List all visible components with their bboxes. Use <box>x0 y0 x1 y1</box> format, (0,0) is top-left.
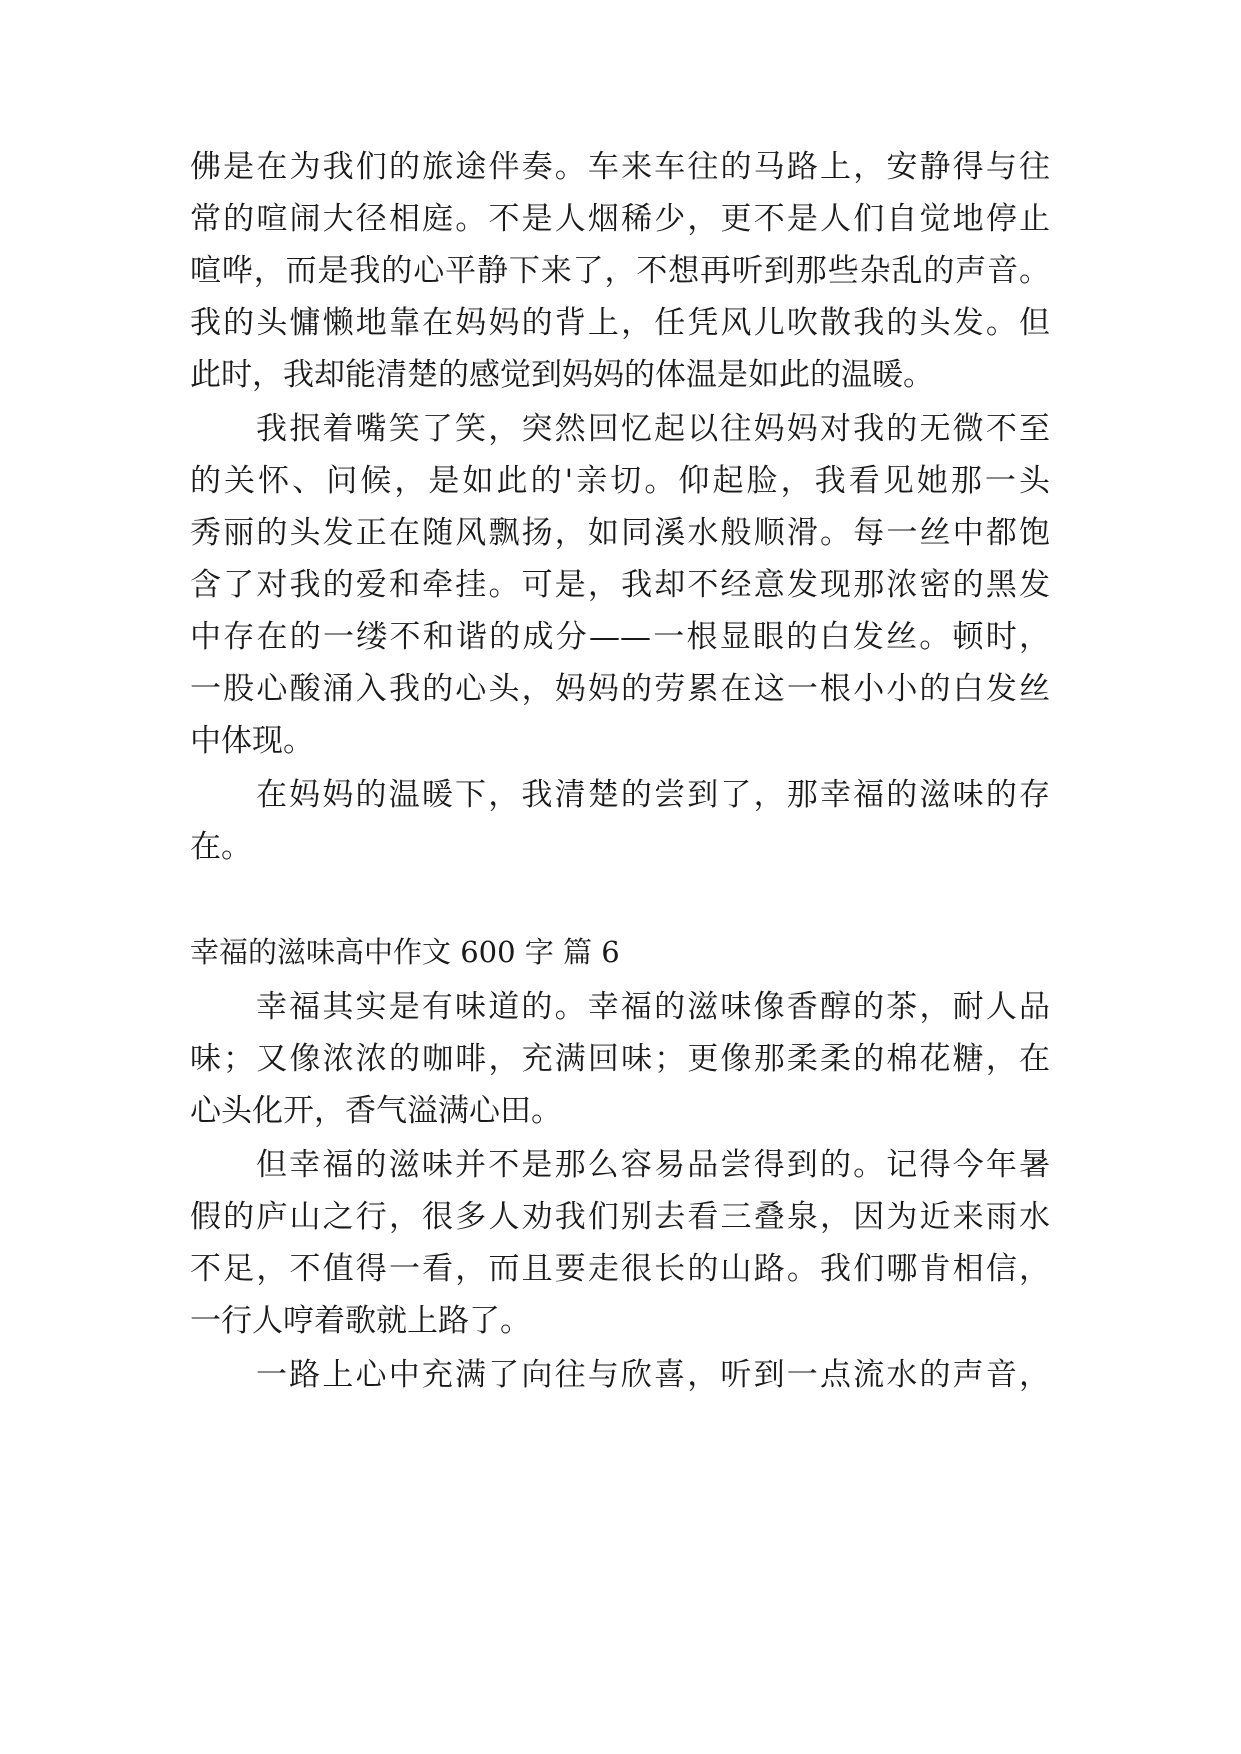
paragraph-line: 此时，我却能清楚的感觉到妈妈的体温是如此的温暖。 <box>190 357 934 393</box>
paragraph-line: 中存在的一缕不和谐的成分——一根显眼的白发丝。顿时， <box>190 619 1050 655</box>
section-heading: 幸福的滋味高中作文 600 字 篇 6 <box>190 935 620 969</box>
paragraph-line: 含了对我的爱和牵挂。可是，我却不经意发现那浓密的黑发 <box>190 567 1050 603</box>
paragraph-line: 佛是在为我们的旅途伴奏。车来车往的马路上，安静得与往 <box>190 149 1050 185</box>
paragraph-line: 幸福其实是有味道的。幸福的滋味像香醇的茶，耐人品 <box>256 989 1050 1025</box>
paragraph-line: 一行人哼着歌就上路了。 <box>190 1303 531 1339</box>
paragraph-line: 我的头慵懒地靠在妈妈的背上，任凭风儿吹散我的头发。但 <box>190 305 1050 341</box>
paragraph-line: 心头化开，香气溢满心田。 <box>190 1093 562 1129</box>
paragraph-line: 喧哗，而是我的心平静下来了，不想再听到那些杂乱的声音。 <box>190 253 1050 289</box>
paragraph-line: 在妈妈的温暖下，我清楚的尝到了，那幸福的滋味的存 <box>256 777 1050 813</box>
paragraph-line: 中体现。 <box>190 723 314 759</box>
paragraph-line: 一股心酸涌入我的心头，妈妈的劳累在这一根小小的白发丝 <box>190 671 1050 707</box>
paragraph-line: 假的庐山之行，很多人劝我们别去看三叠泉，因为近来雨水 <box>190 1199 1050 1235</box>
paragraph-line: 不足，不值得一看，而且要走很长的山路。我们哪肯相信， <box>190 1251 1050 1287</box>
paragraph-line: 但幸福的滋味并不是那么容易品尝得到的。记得今年暑 <box>256 1147 1050 1183</box>
paragraph-line: 常的喧闹大径相庭。不是人烟稀少，更不是人们自觉地停止 <box>190 201 1050 237</box>
paragraph-line: 味；又像浓浓的咖啡，充满回味；更像那柔柔的棉花糖，在 <box>190 1041 1050 1077</box>
paragraph-line: 我抿着嘴笑了笑，突然回忆起以往妈妈对我的无微不至 <box>256 411 1050 447</box>
paragraph-line: 一路上心中充满了向往与欣喜，听到一点流水的声音， <box>256 1357 1050 1393</box>
paragraph-line: 在。 <box>190 829 252 865</box>
paragraph-line: 秀丽的头发正在随风飘扬，如同溪水般顺滑。每一丝中都饱 <box>190 515 1050 551</box>
paragraph-line: 的关怀、问候，是如此的'亲切。仰起脸，我看见她那一头 <box>190 463 1050 499</box>
